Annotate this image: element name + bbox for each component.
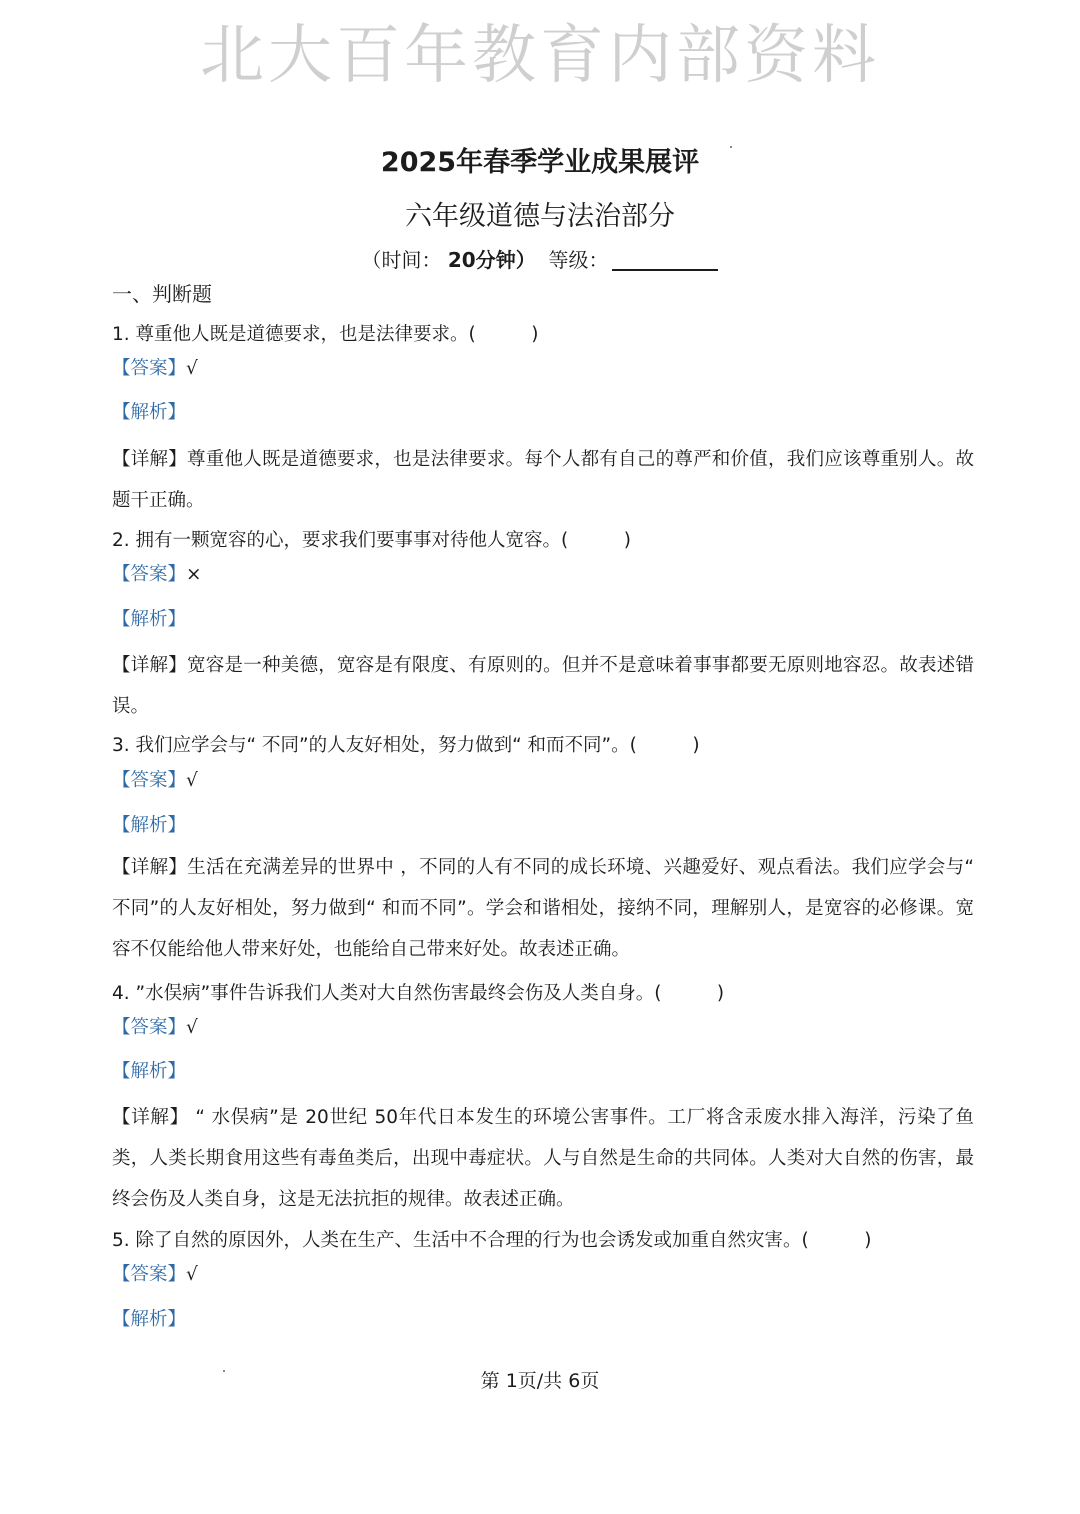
detail-1 [112, 439, 974, 521]
detail-text: 尊重他人既是道德要求，也是法律要求。每个人都有自己的尊严和价值，我们应该尊重别人。故题干正确。 [112, 449, 974, 511]
page-subtitle: 六年级道德与法治部分 [405, 201, 675, 232]
grade-label: 等级： [548, 248, 609, 272]
answer-label: 【答案】 [112, 358, 187, 379]
question-2: 2. 拥有一颗宽容的心，要求我们要事事对待他人宽容。( ) [112, 530, 631, 551]
answer-value: √ [186, 1264, 198, 1285]
watermark: 北大百年教育内部资料 [200, 19, 880, 93]
detail-3 [112, 847, 974, 970]
question-5: 5. 除了自然的原因外，人类在生产、生活中不合理的行为也会诱发或加重自然灾害。( ) [112, 1230, 872, 1251]
page-title: 2025年春季学业成果展评 [380, 147, 700, 178]
question-1: 1. 尊重他人既是道德要求，也是法律要求。( ) [112, 324, 539, 345]
answer-5 [112, 1259, 198, 1291]
detail-text: “ 水俣病”是 20世纪 50年代日本发生的环境公害事件。工厂将含汞废水排入海洋，污染了鱼类，人类长期食用这些有毒鱼类后，出现中毒症状。人与自然是生命的共同体。人类对大自然的伤害，最终会伤及人类自身，这是无法抗拒的规律。故表述正确。 [112, 1107, 974, 1210]
analysis-label: 【解析】 [112, 1309, 187, 1330]
analysis-2 [112, 604, 186, 636]
analysis-label: 【解析】 [112, 609, 187, 630]
time-value: 20分钟） [447, 248, 536, 272]
answer-value: √ [186, 1017, 198, 1038]
answer-2 [112, 559, 202, 591]
detail-label: 【详解】 [112, 857, 188, 878]
analysis-5 [112, 1304, 186, 1336]
analysis-label: 【解析】 [112, 402, 187, 423]
exam-meta [0, 244, 1080, 276]
time-label: （时间： [361, 248, 442, 272]
detail-text: 宽容是一种美德，宽容是有限度、有原则的。但并不是意味着事事都要无原则地容忍。故表述错误。 [112, 655, 974, 717]
analysis-3 [112, 810, 186, 842]
analysis-label: 【解析】 [112, 1061, 187, 1082]
detail-label: 【详解】 [112, 1107, 189, 1128]
detail-label: 【详解】 [112, 449, 187, 470]
answer-value: × [186, 564, 202, 585]
page-number: 第 1页/共 6页 [480, 1370, 600, 1392]
answer-value: √ [186, 358, 198, 379]
answer-value: √ [186, 770, 198, 791]
analysis-4 [112, 1056, 186, 1088]
answer-1 [112, 353, 198, 385]
detail-label: 【详解】 [112, 655, 187, 676]
answer-4 [112, 1012, 198, 1044]
question-4: 4. ”水俣病”事件告诉我们人类对大自然伤害最终会伤及人类自身。( ) [112, 983, 725, 1004]
grade-blank [612, 251, 718, 271]
section-title: 一、判断题 [112, 282, 212, 306]
question-3: 3. 我们应学会与“ 不同”的人友好相处，努力做到“ 和而不同”。( ) [112, 735, 700, 756]
scan-speck [730, 146, 732, 148]
detail-4 [112, 1097, 974, 1220]
detail-text: 生活在充满差异的世界中 ，不同的人有不同的成长环境、兴趣爱好、观点看法。我们应学会与“ 不同”的人友好相处，努力做到“ 和而不同”。学会和谐相处，接纳不同，理解别人，是宽容的必修课。宽容不仅能给他人带来好处，也能给自己带来好处。故表述正确。 [112, 857, 974, 960]
analysis-1 [112, 397, 186, 429]
answer-label: 【答案】 [112, 770, 187, 791]
answer-3 [112, 765, 198, 797]
detail-2 [112, 645, 974, 727]
analysis-label: 【解析】 [112, 815, 187, 836]
answer-label: 【答案】 [112, 1264, 187, 1285]
answer-label: 【答案】 [112, 564, 187, 585]
answer-label: 【答案】 [112, 1017, 187, 1038]
scan-speck [223, 1370, 225, 1372]
